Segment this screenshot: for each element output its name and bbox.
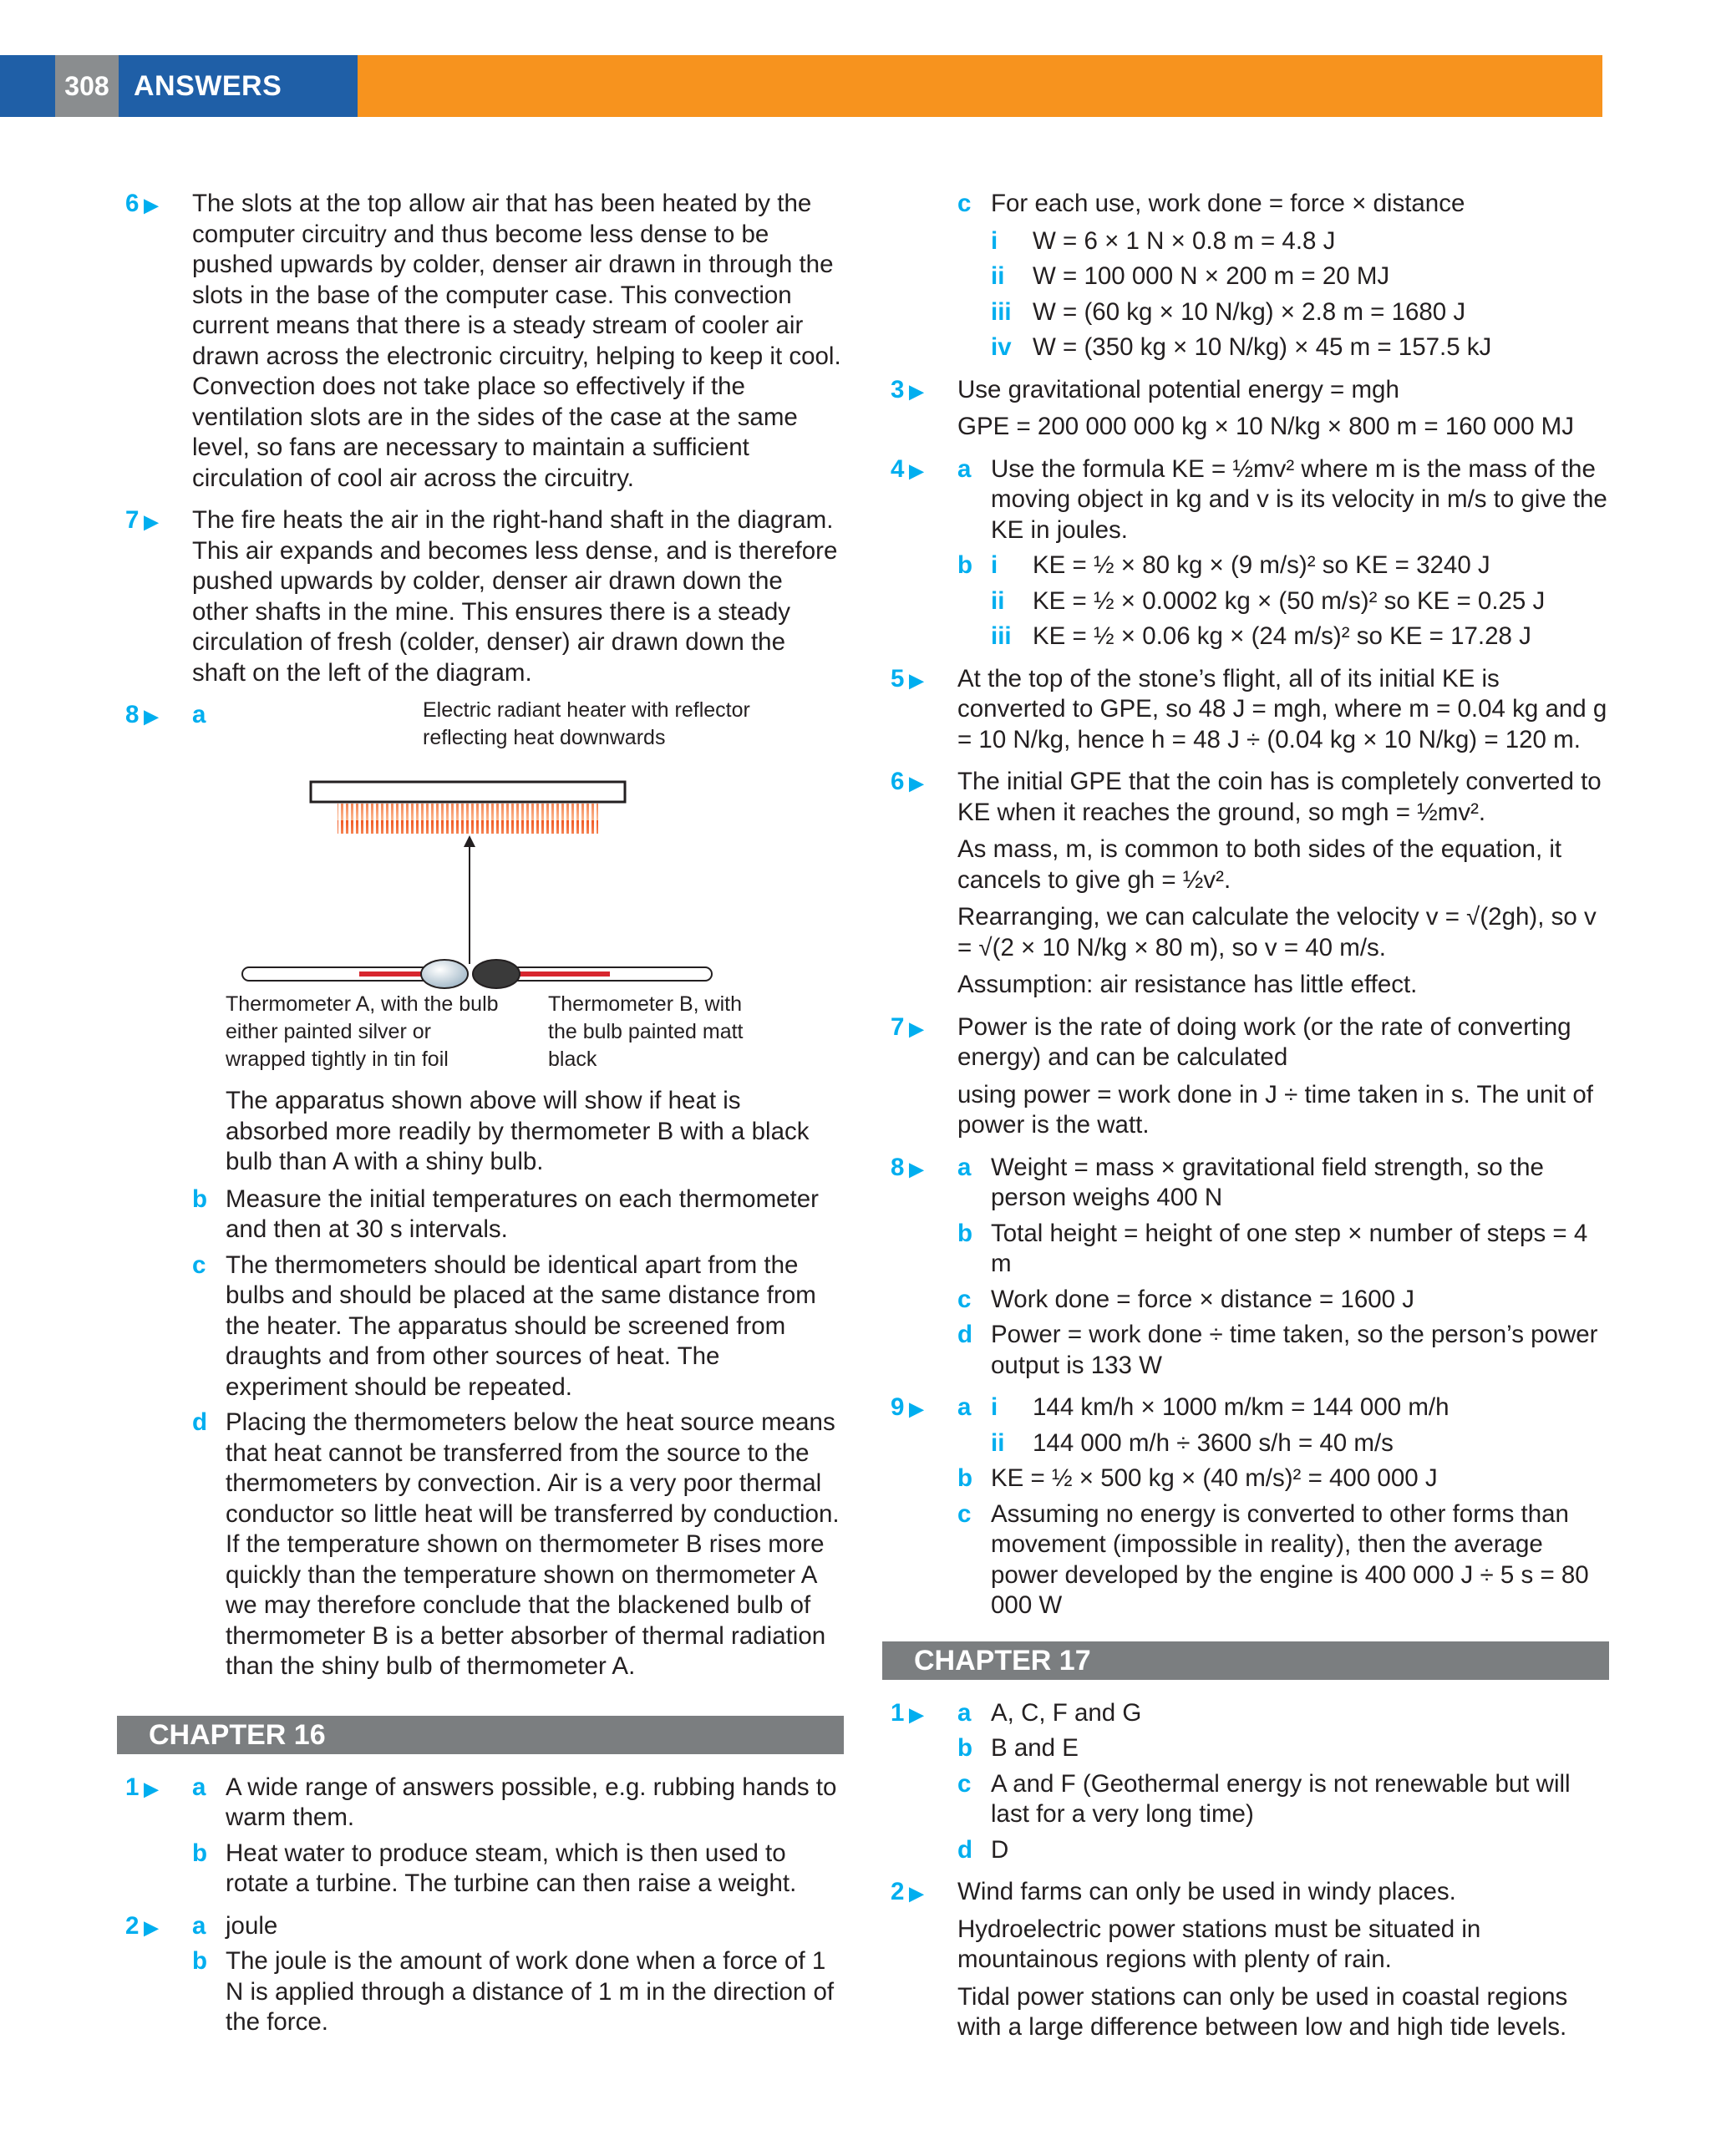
question-8 — [891, 1153, 1609, 1382]
thermometer-b-mercury — [516, 971, 610, 977]
page-title: ANSWERS — [134, 70, 282, 102]
question-number: 6 ▶ — [125, 190, 159, 217]
heat-glow — [338, 804, 598, 834]
part-b: b Total height = height of one step × number of steps = 4 m — [957, 1219, 1588, 1277]
question-2-part-c — [891, 189, 1609, 363]
part-c: c The thermometers should be identical apart from the bulbs and should be placed at the same distance from the heater. The apparatus should be screened from draughts and from other sources of heat. The experiment should be repeated. — [192, 1250, 816, 1401]
question-9 — [891, 1393, 1609, 1621]
thermometer-a-bulb — [421, 960, 468, 988]
part-d: d D — [957, 1835, 1009, 1864]
item-ii: ii W = 100 000 N × 200 m = 20 MJ — [991, 262, 1390, 290]
part-a: a A, C, F and G — [957, 1698, 1142, 1727]
part-b: b Measure the initial temperatures on each thermometer and then at 30 s intervals. — [192, 1185, 819, 1243]
question-number: 7 ▶ — [125, 506, 159, 534]
item-ii: ii 144 000 m/h ÷ 3600 s/h = 40 m/s — [991, 1428, 1394, 1457]
question-number: 1 ▶ — [125, 1773, 159, 1801]
page-number: 308 — [64, 71, 109, 101]
right-column — [891, 189, 1609, 2055]
chapter-16-heading: CHAPTER 16 — [117, 1716, 844, 1754]
item-i: i W = 6 × 1 N × 0.8 m = 4.8 J — [991, 226, 1336, 255]
heat-radiation-diagram — [125, 698, 844, 1071]
chapter16-question-2 — [125, 1911, 844, 2038]
question-7 — [125, 505, 844, 688]
question-number: 8 ▶ — [125, 701, 159, 728]
chapter17-question-2: 2 ▶ Wind farms can only be used in windy places. Hydroelectric power stations must be situated in mountainous regions with plenty of rain. Tidal power stations can only be used in coastal regions with a large difference between low and high tide levels. — [891, 1878, 1568, 2041]
part-c: c For each use, work done = force × distance i W = 6 × 1 N × 0.8 m = 4.8 J ii W = 100 000 N × 200 m = 20 MJ iii W = (60 kg × 10 N/kg) × 2.8 m = 1680 J iv W = (350 kg × 10 N/kg) × 45 m = 157.5 kJ — [957, 189, 1609, 363]
part-b: b Heat water to produce steam, which is then used to rotate a turbine. The turbine can then raise a weight. — [192, 1839, 797, 1897]
part-a: a Weight = mass × gravitational field strength, so the person weighs 400 N — [957, 1153, 1544, 1211]
item-ii: ii KE = ½ × 0.0002 kg × (50 m/s)² so KE = 0.25 J — [991, 586, 1546, 615]
item-iii: iii KE = ½ × 0.06 kg × (24 m/s)² so KE = 17.28 J — [991, 622, 1531, 650]
part-b: b B and E — [957, 1734, 1079, 1762]
question-4 — [891, 454, 1609, 652]
question-5: 5 ▶ At the top of the stone’s flight, all of its initial KE is converted to GPE, so 48 J = mgh, where m = 0.04 kg and g = 10 N/kg, hence h = 48 J ÷ (0.04 kg × 10 N/kg) = 120 m. — [891, 664, 1607, 753]
question-number: 2 ▶ — [891, 1878, 924, 1905]
answer-text: The slots at the top allow air that has been heated by the computer circuitry and thus become less dense to be pushed upwards by colder, denser air drawn in through the slots in the base of the computer case. This convection current means that there is a steady stream of cooler air drawn across the electronic circuitry, helping to keep it cool. Convection does not take place so effectively if the ventilation slots are in the sides of the case at the same level, so fans are necessary to maintain a sufficient circulation of cool air across the circuitry. — [192, 190, 841, 492]
part-label: a — [192, 701, 206, 728]
part-c: c A and F (Geothermal energy is not renewable but will last for a very long time) — [957, 1769, 1571, 1828]
question-7: 7 ▶ Power is the rate of doing work (or the rate of converting energy) and can be calculated using power = work done in J ÷ time taken in s. The unit of power is the watt. — [891, 1012, 1593, 1139]
question-3: 3 ▶ Use gravitational potential energy = mgh GPE = 200 000 000 kg × 10 N/kg × 800 m = 160 000 MJ — [891, 375, 1574, 440]
part-a: a joule — [192, 1911, 278, 1940]
item-iii: iii W = (60 kg × 10 N/kg) × 2.8 m = 1680 J — [991, 297, 1466, 326]
header-bar — [0, 55, 1602, 117]
question-number: 5 ▶ — [891, 664, 924, 692]
part-b: b i KE = ½ × 80 kg × (9 m/s)² so KE = 3240 J ii KE = ½ × 0.0002 kg × (50 m/s)² so KE = 0.25 J iii KE = ½ × 0.06 kg × (24 m/s)² so KE = 17.28 J — [957, 550, 1609, 652]
left-column — [125, 189, 844, 2050]
part-b: b The joule is the amount of work done when a force of 1 N is applied through a distance of 1 m in the direction of the force. — [192, 1947, 835, 2036]
part-c: c Work done = force × distance = 1600 J — [957, 1285, 1415, 1313]
question-number: 1 ▶ — [891, 1698, 924, 1727]
part-a-text: The apparatus shown above will show if heat is absorbed more readily by thermometer B with a black bulb than A with a shiny bulb. — [226, 1087, 810, 1175]
arrow-head — [464, 835, 475, 847]
part-d: d Power = work done ÷ time taken, so the person’s power output is 133 W — [957, 1321, 1598, 1379]
thermometer-b-caption: Thermometer B, with the bulb painted matt black — [548, 992, 744, 1071]
chapter16-question-1 — [125, 1773, 844, 1900]
thermometer-b-bulb — [473, 960, 520, 988]
thermometer-a-caption: Thermometer A, with the bulb either painted silver or wrapped tightly in tin foil — [226, 992, 499, 1071]
part-b: b KE = ½ × 500 kg × (40 m/s)² = 400 000 J — [957, 1464, 1438, 1492]
item-iv: iv W = (350 kg × 10 N/kg) × 45 m = 157.5 kJ — [991, 333, 1492, 361]
question-number: 3 ▶ — [891, 375, 924, 403]
question-number: 6 ▶ — [891, 768, 924, 795]
question-number: 9 ▶ — [891, 1393, 924, 1421]
chapter17-question-1 — [891, 1698, 1609, 1866]
chapter-17-heading: CHAPTER 17 — [882, 1641, 1609, 1680]
part-a: a i 144 km/h × 1000 m/km = 144 000 m/h ii 144 000 m/h ÷ 3600 s/h = 40 m/s — [957, 1393, 1609, 1458]
question-number: 4 ▶ — [891, 454, 924, 483]
item-i: i KE = ½ × 80 kg × (9 m/s)² so KE = 3240 J — [991, 551, 1490, 579]
item-i: i 144 km/h × 1000 m/km = 144 000 m/h — [991, 1393, 1450, 1421]
heater — [311, 782, 625, 802]
answer-text: The fire heats the air in the right-hand shaft in the diagram. This air expands and becomes less dense, and is therefore pushed upwards by colder, denser air drawn down the other shafts in the mine. This ensures there is a steady circulation of fresh (colder, denser) air drawn down the shaft on the left of the diagram. — [192, 506, 838, 687]
heater-caption: Electric radiant heater with reflector reflecting heat downwards — [423, 698, 750, 749]
question-number: 8 ▶ — [891, 1153, 924, 1181]
question-8 — [125, 700, 844, 1682]
question-6 — [125, 189, 844, 494]
part-c: c Assuming no energy is converted to other forms than movement (impossible in reality), then the average power developed by the engine is 400 000 J ÷ 5 s = 80 000 W — [957, 1499, 1589, 1619]
part-d: d Placing the thermometers below the heat source means that heat cannot be transferred from the source to the thermometers by convection. Air is a very poor thermal conductor so little heat will be transferred by conduction. If the temperature shown on thermometer B rises more quickly than the temperature shown on thermometer A we may therefore conclude that the blackened bulb of thermometer B is a better absorber of thermal radiation than the shiny bulb of thermometer A. — [192, 1408, 840, 1680]
question-number: 7 ▶ — [891, 1012, 924, 1041]
part-a: a A wide range of answers possible, e.g. rubbing hands to warm them. — [192, 1773, 837, 1831]
question-6: 6 ▶ The initial GPE that the coin has is completely converted to KE when it reaches the ground, so mgh = ½mv². As mass, m, is common to both sides of the equation, it cancels to give gh = ½v². Rearranging, we can calculate the velocity v = √(2gh), so v = √(2 × 10 N/kg × 80 m), so v = 40 m/s. Assumption: air resistance has little effect. — [891, 768, 1602, 998]
part-a: a Use the formula KE = ½mv² where m is the mass of the moving object in kg and v is its velocity in m/s to give the KE in joules. — [957, 454, 1607, 544]
question-number: 2 ▶ — [125, 1911, 159, 1940]
